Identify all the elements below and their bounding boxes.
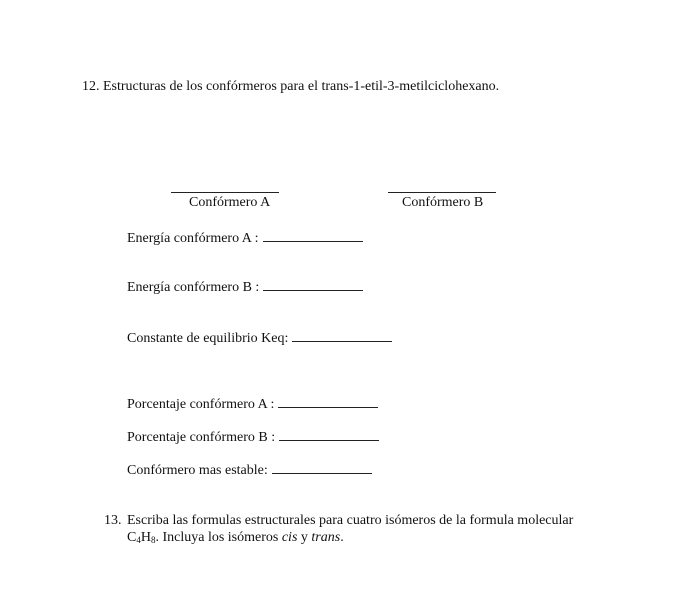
question-13-line2 (127, 530, 344, 546)
percent-b-label: Porcentaje confórmero B : (127, 430, 276, 445)
percent-a-blank[interactable] (278, 395, 378, 408)
energy-b-blank[interactable] (263, 278, 363, 291)
energy-b-label: Energía confórmero B : (127, 280, 260, 295)
question-12-title: 12. Estructuras de los confórmeros para el trans-1-etil-3-metilciclohexano. (82, 79, 500, 94)
energy-a-label: Energía confórmero A : (127, 231, 259, 246)
question-13-line1: Escriba las formulas estructurales para cuatro isómeros de la formula molecular (127, 513, 574, 528)
trans-term: trans (311, 530, 341, 545)
formula-c: C (127, 530, 137, 545)
end-period: . (340, 530, 344, 545)
formula-h-subscript: 8 (150, 535, 156, 545)
keq-blank[interactable] (292, 329, 392, 342)
percent-a-row (127, 395, 378, 413)
formula-h: H (140, 530, 151, 545)
percent-b-blank[interactable] (279, 428, 379, 441)
keq-row (127, 329, 392, 347)
conformer-b-drawing-line (388, 192, 496, 193)
formula-c-subscript: 4 (136, 535, 141, 545)
conformer-a-drawing-line (171, 192, 279, 193)
cis-term: cis (281, 530, 298, 545)
question-13-instruction: . Incluya los isómeros (155, 530, 282, 545)
energy-b-row (127, 278, 363, 296)
conformer-b-label: Confórmero B (402, 195, 484, 210)
conformer-a-label: Confórmero A (189, 195, 271, 210)
most-stable-label: Confórmero mas estable: (127, 463, 268, 478)
question-13-number: 13. (104, 513, 122, 528)
most-stable-blank[interactable] (272, 461, 372, 474)
percent-a-label: Porcentaje confórmero A : (127, 397, 275, 412)
percent-b-row (127, 428, 379, 446)
keq-label: Constante de equilibrio Keq: (127, 331, 289, 346)
most-stable-row (127, 461, 372, 479)
energy-a-row (127, 229, 363, 247)
energy-a-blank[interactable] (263, 229, 363, 242)
conjunction: y (297, 530, 312, 545)
